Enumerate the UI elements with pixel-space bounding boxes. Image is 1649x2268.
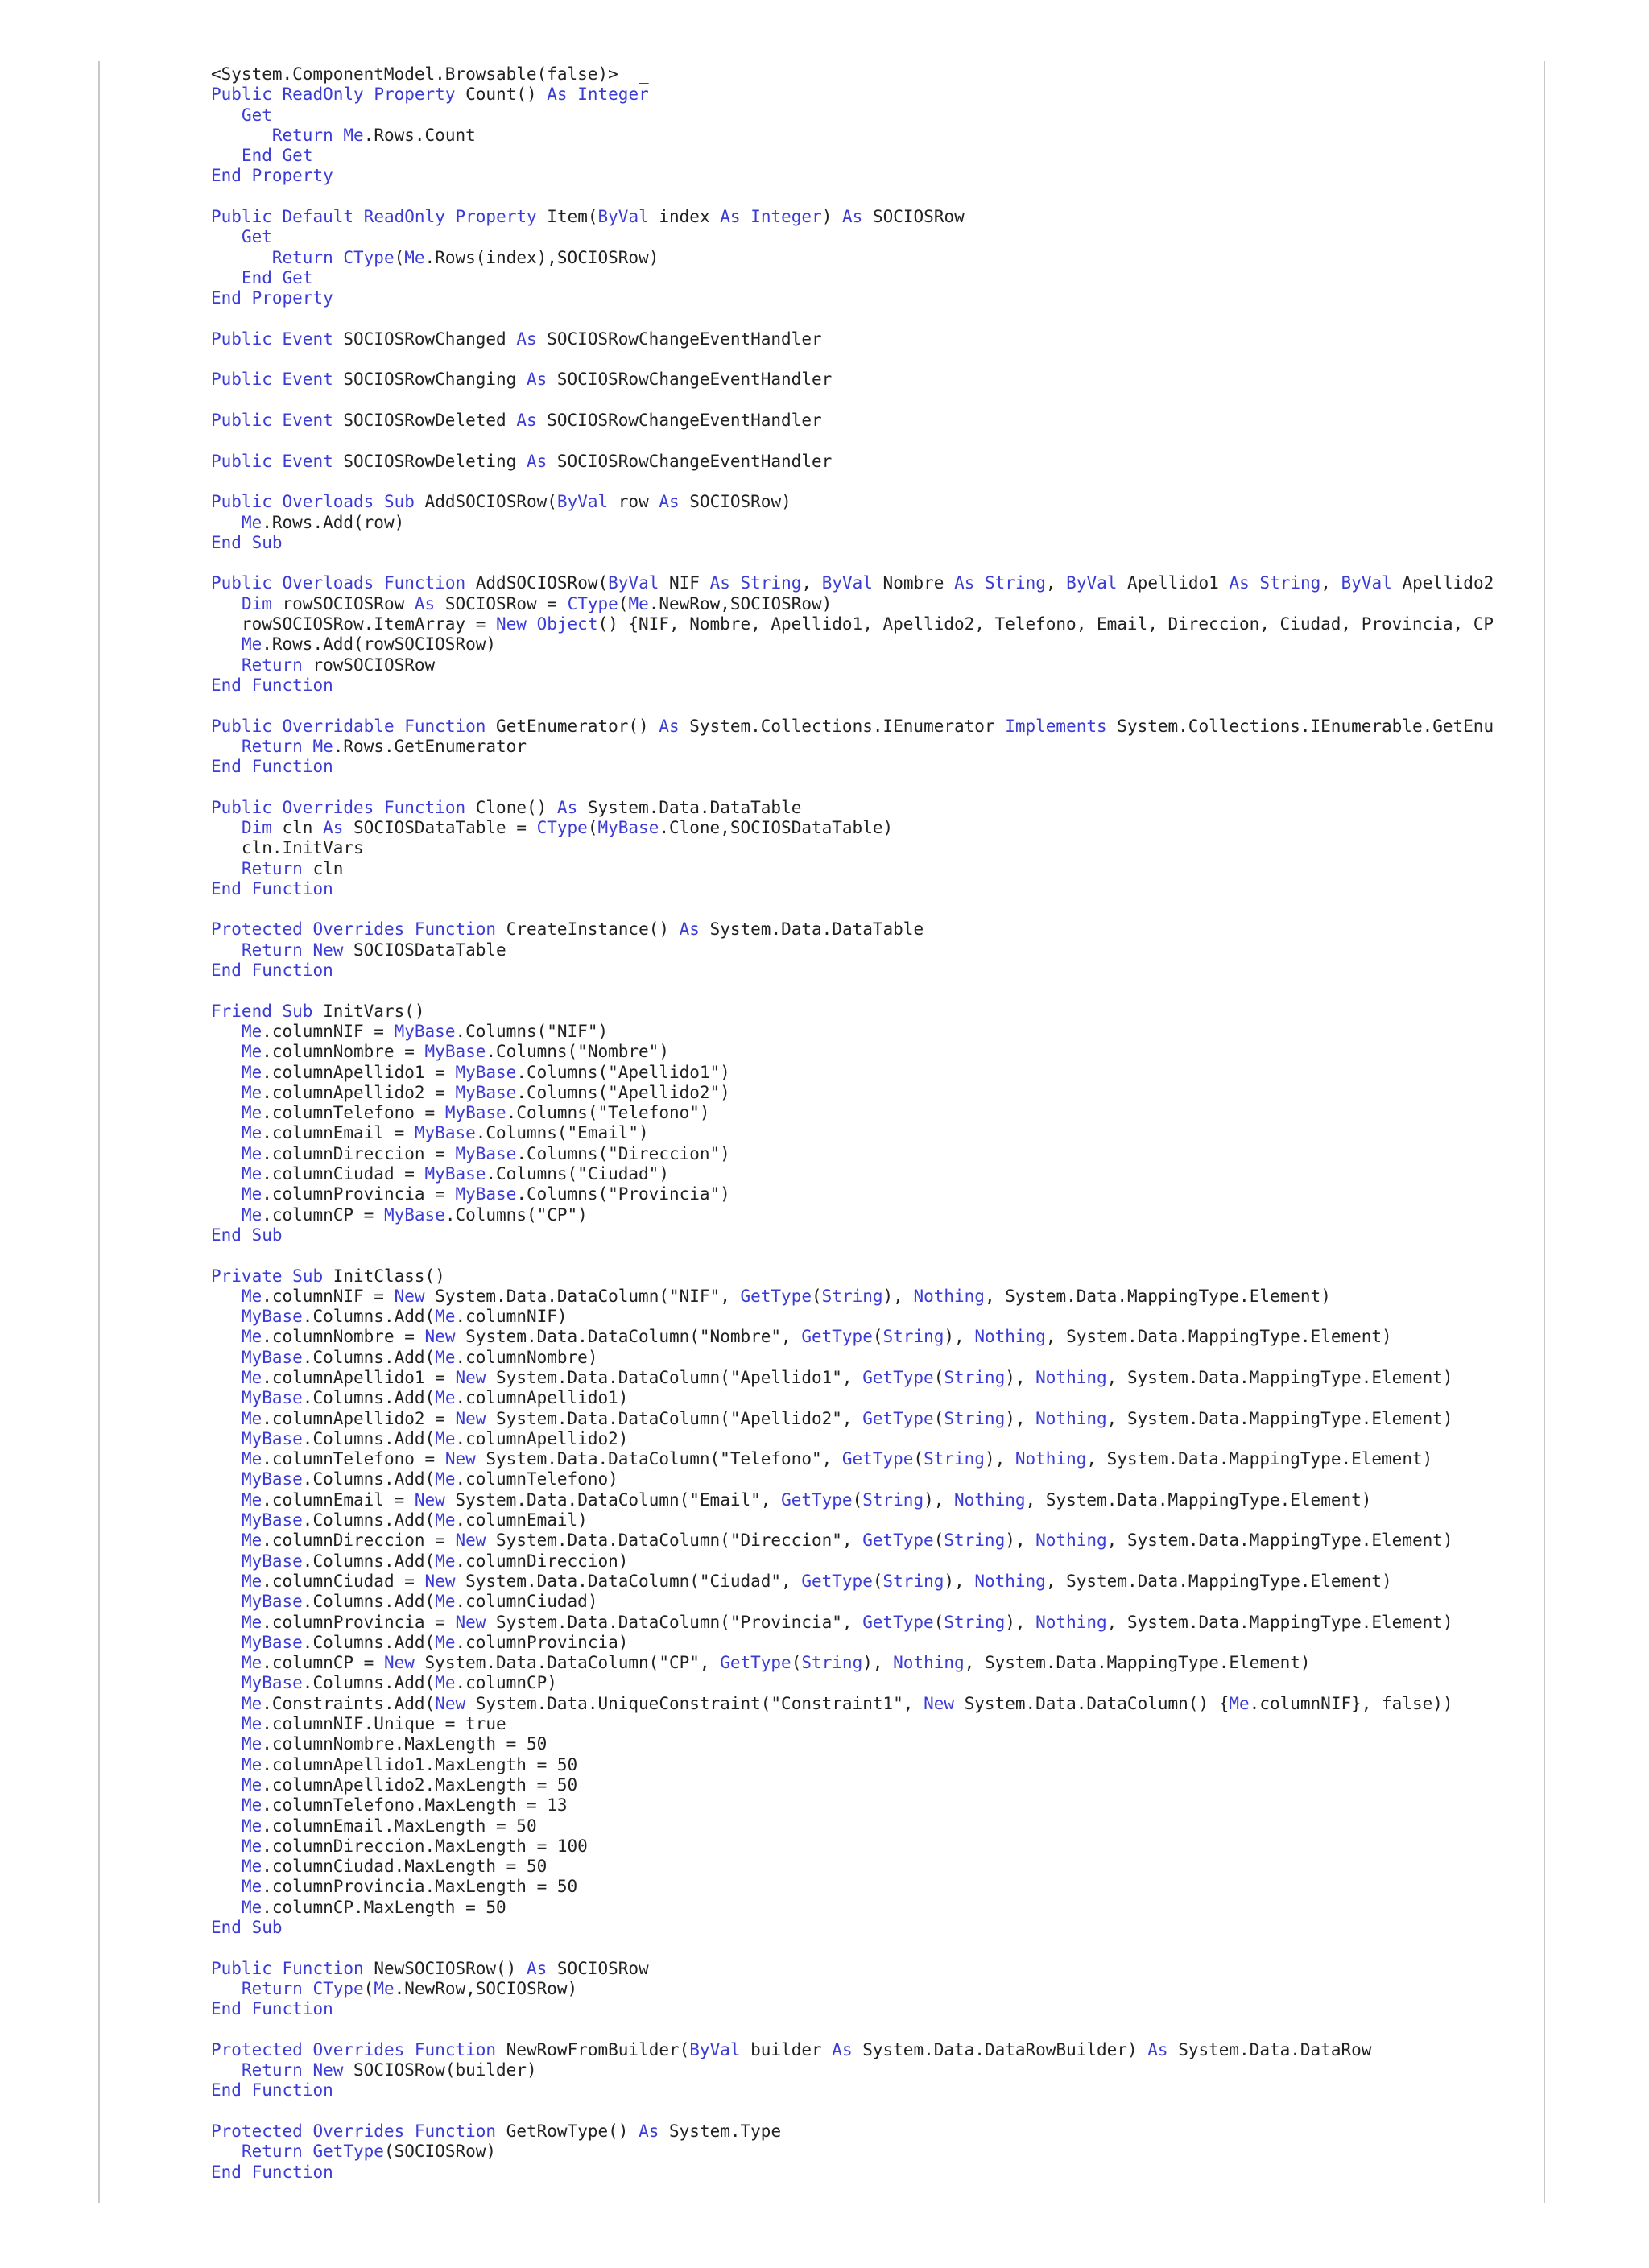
code-line: Me.columnApellido1 = MyBase.Columns("Apellido1") <box>241 1062 730 1082</box>
code-line <box>211 309 1618 329</box>
code-line: Public Overloads Function AddSOCIOSRow(ByVal NIF As String, ByVal Nombre As String, ByVal Apellido1 As String, ByVal Apellido2 <box>211 573 1494 593</box>
code-line: Me.columnEmail = New System.Data.DataColumn("Email", GetType(String), Nothing, System.Data.MappingType.Element) <box>241 1489 1372 1510</box>
code-line: Private Sub InitClass() <box>211 1266 445 1286</box>
code-listing <box>211 64 1618 2183</box>
code-line: Me.columnCP = MyBase.Columns("CP") <box>241 1204 588 1225</box>
code-line: End Sub <box>211 532 283 552</box>
code-line: Public Event SOCIOSRowDeleting As SOCIOSRowChangeEventHandler <box>211 451 833 471</box>
code-line: Me.columnProvincia.MaxLength = 50 <box>241 1877 578 1897</box>
code-line: End Property <box>211 288 333 308</box>
code-line: End Function <box>211 2080 333 2101</box>
code-line: Dim cln As SOCIOSDataTable = CType(MyBase.Clone,SOCIOSDataTable) <box>241 817 894 837</box>
code-line: rowSOCIOSRow.ItemArray = New Object() {NIF, Nombre, Apellido1, Apellido2, Telefono, Email, Direccion, Ciudad, Provincia, CP <box>211 614 1494 634</box>
code-line: End Property <box>211 166 333 186</box>
code-line <box>211 1246 1618 1266</box>
code-line <box>211 472 1618 492</box>
code-line: Return Me.Rows.GetEnumerator <box>241 736 527 756</box>
code-line: Me.columnEmail = MyBase.Columns("Email") <box>241 1123 649 1143</box>
code-line <box>211 777 1618 797</box>
code-line: Return CType(Me.NewRow,SOCIOSRow) <box>241 1978 578 1998</box>
code-line: Me.columnApellido2 = New System.Data.DataColumn("Apellido2", GetType(String), Nothing, System.Data.MappingType.Element) <box>241 1408 1453 1428</box>
code-line <box>211 187 1618 207</box>
code-line: Return cln <box>241 858 344 878</box>
code-line: Return Me.Rows.Count <box>271 125 476 145</box>
code-line <box>211 431 1618 451</box>
left-margin-rule <box>98 61 100 2203</box>
code-line: Me.columnApellido2 = MyBase.Columns("Apellido2") <box>241 1082 730 1102</box>
code-line: Public Overrides Function Clone() As System.Data.DataTable <box>211 797 802 817</box>
code-line: MyBase.Columns.Add(Me.columnCP) <box>241 1673 557 1693</box>
code-line: Return New SOCIOSRow(builder) <box>241 2060 537 2080</box>
code-line: Protected Overrides Function CreateInstance() As System.Data.DataTable <box>211 919 924 940</box>
code-line: Return CType(Me.Rows(index),SOCIOSRow) <box>271 247 659 267</box>
code-line: Me.columnNIF = New System.Data.DataColumn("NIF", GetType(String), Nothing, System.Data.MappingType.Element) <box>241 1286 1331 1306</box>
code-line: Public Event SOCIOSRowChanging As SOCIOSRowChangeEventHandler <box>211 370 833 390</box>
code-line <box>211 390 1618 411</box>
code-line: End Function <box>211 675 333 695</box>
code-line: End Function <box>211 960 333 981</box>
code-line <box>211 899 1618 919</box>
code-line: MyBase.Columns.Add(Me.columnTelefono) <box>241 1469 618 1489</box>
code-line: End Function <box>211 2162 333 2182</box>
code-line: End Sub <box>211 1918 283 1938</box>
code-line: Me.columnApellido2.MaxLength = 50 <box>241 1774 578 1795</box>
code-line: Dim rowSOCIOSRow As SOCIOSRow = CType(Me.NewRow,SOCIOSRow) <box>241 593 833 613</box>
code-line: Return rowSOCIOSRow <box>241 655 436 675</box>
code-line: Me.columnProvincia = New System.Data.DataColumn("Provincia", GetType(String), Nothing, System.Data.MappingType.Element) <box>241 1612 1453 1632</box>
code-line <box>211 349 1618 370</box>
code-line: Return New SOCIOSDataTable <box>241 940 506 960</box>
code-line <box>211 2020 1618 2040</box>
code-line: Me.Rows.Add(row) <box>241 512 405 532</box>
code-line: MyBase.Columns.Add(Me.columnNombre) <box>241 1347 598 1367</box>
code-line: Public Event SOCIOSRowChanged As SOCIOSRowChangeEventHandler <box>211 328 822 349</box>
code-line: Me.columnCiudad.MaxLength = 50 <box>241 1857 548 1877</box>
code-line: End Get <box>241 146 313 166</box>
code-line: Me.columnDireccion.MaxLength = 100 <box>241 1836 588 1856</box>
code-line <box>211 1938 1618 1958</box>
code-line: MyBase.Columns.Add(Me.columnNIF) <box>241 1307 568 1327</box>
code-line <box>211 2101 1618 2121</box>
code-line: Public Event SOCIOSRowDeleted As SOCIOSRowChangeEventHandler <box>211 411 822 431</box>
code-line: Me.columnTelefono.MaxLength = 13 <box>241 1795 568 1816</box>
code-line: Me.columnDireccion = New System.Data.DataColumn("Direccion", GetType(String), Nothing, System.Data.MappingType.Element) <box>241 1531 1453 1551</box>
code-line: Public Overloads Sub AddSOCIOSRow(ByVal row As SOCIOSRow) <box>211 492 791 512</box>
code-line: MyBase.Columns.Add(Me.columnApellido2) <box>241 1428 629 1448</box>
code-line: Public Overridable Function GetEnumerator() As System.Collections.IEnumerator Implements System.Collections.IEnumerable.GetEnu <box>211 716 1494 736</box>
code-line: MyBase.Columns.Add(Me.columnProvincia) <box>241 1632 629 1652</box>
code-line: Me.columnDireccion = MyBase.Columns("Direccion") <box>241 1143 730 1163</box>
code-line: Public ReadOnly Property Count() As Integer <box>211 85 649 105</box>
code-line: Me.columnTelefono = MyBase.Columns("Telefono") <box>241 1103 710 1123</box>
code-line: Me.columnNIF = MyBase.Columns("NIF") <box>241 1021 609 1041</box>
code-line: Me.columnCP = New System.Data.DataColumn("CP", GetType(String), Nothing, System.Data.MappingType.Element) <box>241 1653 1311 1673</box>
code-line: Me.columnNombre = New System.Data.DataColumn("Nombre", GetType(String), Nothing, System.Data.MappingType.Element) <box>241 1327 1392 1347</box>
code-line: Me.columnProvincia = MyBase.Columns("Provincia") <box>241 1184 730 1204</box>
code-line: MyBase.Columns.Add(Me.columnCiudad) <box>241 1592 598 1612</box>
code-line: Public Function NewSOCIOSRow() As SOCIOSRow <box>211 1958 649 1978</box>
code-line: Me.columnCiudad = MyBase.Columns("Ciudad") <box>241 1164 669 1184</box>
code-line: Get <box>241 227 272 247</box>
code-line: <System.ComponentModel.Browsable(false)> _ <box>211 64 649 84</box>
code-line: MyBase.Columns.Add(Me.columnDireccion) <box>241 1551 629 1571</box>
code-line: Return GetType(SOCIOSRow) <box>241 2142 497 2162</box>
code-line: Protected Overrides Function GetRowType() As System.Type <box>211 2121 782 2141</box>
code-line: Get <box>241 105 272 125</box>
code-line: Me.columnCP.MaxLength = 50 <box>241 1897 506 1917</box>
code-line: End Sub <box>211 1225 283 1245</box>
code-line: End Function <box>211 1999 333 2019</box>
code-line: Me.columnTelefono = New System.Data.DataColumn("Telefono", GetType(String), Nothing, System.Data.MappingType.Element) <box>241 1449 1433 1469</box>
code-line: Me.columnNombre = MyBase.Columns("Nombre") <box>241 1042 669 1062</box>
code-line: End Function <box>211 757 333 777</box>
code-line: Me.Constraints.Add(New System.Data.UniqueConstraint("Constraint1", New System.Data.DataColumn() {Me.columnNIF}, false)) <box>241 1693 1453 1713</box>
code-line: Me.columnApellido1.MaxLength = 50 <box>241 1754 578 1774</box>
code-line: cln.InitVars <box>211 838 364 858</box>
code-line: MyBase.Columns.Add(Me.columnApellido1) <box>241 1388 629 1408</box>
code-line <box>211 981 1618 1001</box>
code-line: Me.columnCiudad = New System.Data.DataColumn("Ciudad", GetType(String), Nothing, System.Data.MappingType.Element) <box>241 1571 1392 1591</box>
code-line: Me.Rows.Add(rowSOCIOSRow) <box>241 634 497 655</box>
code-line: Public Default ReadOnly Property Item(ByVal index As Integer) As SOCIOSRow <box>211 207 965 227</box>
code-line: MyBase.Columns.Add(Me.columnEmail) <box>241 1510 588 1531</box>
code-line: Me.columnNombre.MaxLength = 50 <box>241 1734 548 1754</box>
code-line <box>211 696 1618 716</box>
code-line <box>211 553 1618 573</box>
code-line: End Get <box>241 267 313 287</box>
code-line: Protected Overrides Function NewRowFromBuilder(ByVal builder As System.Data.DataRowBuilder) As System.Data.DataRow <box>211 2039 1372 2059</box>
code-line: End Function <box>211 878 333 899</box>
code-line: Me.columnNIF.Unique = true <box>241 1714 506 1734</box>
code-line: Me.columnEmail.MaxLength = 50 <box>241 1816 537 1836</box>
code-line: Me.columnApellido1 = New System.Data.DataColumn("Apellido1", GetType(String), Nothing, System.Data.MappingType.Element) <box>241 1368 1453 1387</box>
code-line: Friend Sub InitVars() <box>211 1001 425 1021</box>
